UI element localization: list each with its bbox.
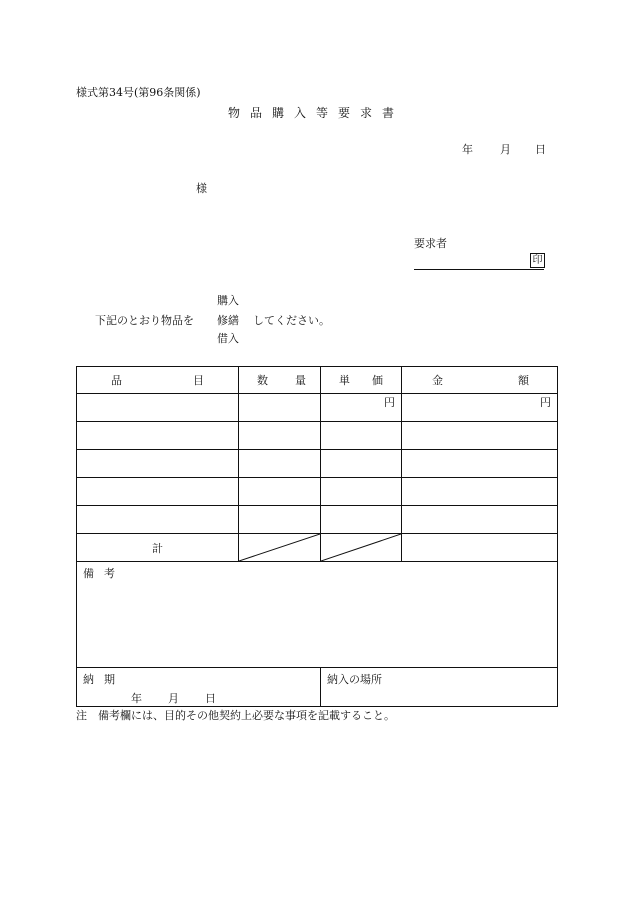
remarks-row — [77, 562, 558, 668]
header-amount — [402, 367, 558, 394]
quantity-cell[interactable] — [239, 506, 321, 534]
delivery-date-day: 日 — [205, 692, 216, 705]
diagonal-strike — [239, 534, 320, 561]
table-row — [77, 506, 558, 534]
amount-cell[interactable] — [402, 506, 558, 534]
total-quantity-crossed — [239, 534, 321, 562]
diagonal-strike — [321, 534, 401, 561]
quantity-cell[interactable] — [239, 450, 321, 478]
header-unit-price-char2: 価 — [372, 374, 383, 387]
remarks-label-char1: 備 — [83, 567, 94, 580]
quantity-cell[interactable] — [239, 422, 321, 450]
yen-unit-label: 円 — [384, 396, 395, 409]
item-cell[interactable] — [77, 394, 239, 422]
quantity-cell[interactable] — [239, 478, 321, 506]
request-table — [76, 366, 558, 707]
amount-cell[interactable] — [402, 450, 558, 478]
item-cell[interactable] — [77, 450, 239, 478]
item-cell[interactable] — [77, 478, 239, 506]
remarks-cell[interactable] — [77, 562, 558, 668]
header-item — [77, 367, 239, 394]
table-row — [77, 478, 558, 506]
delivery-date-cell[interactable] — [77, 668, 321, 707]
document-title: 物品購入等要求書 — [228, 106, 405, 120]
header-quantity — [239, 367, 321, 394]
amount-cell[interactable] — [402, 478, 558, 506]
delivery-row — [77, 668, 558, 707]
header-item-char1: 品 — [111, 374, 122, 387]
requester-label: 要求者 — [414, 237, 447, 250]
unit-price-cell[interactable] — [321, 394, 402, 422]
date-month: 月 — [500, 143, 511, 156]
request-suffix: してください。 — [253, 314, 330, 327]
header-amount-char2: 額 — [518, 374, 529, 387]
header-amount-char1: 金 — [432, 374, 443, 387]
table-header-row — [77, 367, 558, 394]
remarks-label — [77, 562, 557, 581]
table-row — [77, 450, 558, 478]
delivery-place-cell[interactable] — [321, 668, 558, 707]
header-quantity-char2: 量 — [295, 374, 306, 387]
remarks-label-char2: 考 — [104, 567, 115, 580]
table-row — [77, 394, 558, 422]
unit-price-cell[interactable] — [321, 450, 402, 478]
delivery-label — [77, 668, 320, 687]
total-row — [77, 534, 558, 562]
option-borrow: 借入 — [217, 332, 239, 345]
request-prefix: 下記のとおり物品を — [95, 314, 194, 327]
delivery-label-char2: 期 — [104, 673, 115, 686]
total-label-cell — [77, 534, 239, 562]
amount-cell[interactable] — [402, 394, 558, 422]
header-quantity-char1: 数 — [257, 374, 268, 387]
delivery-date-month: 月 — [168, 692, 179, 705]
yen-unit-label: 円 — [540, 396, 551, 409]
unit-price-cell[interactable] — [321, 422, 402, 450]
item-cell[interactable] — [77, 506, 239, 534]
quantity-cell[interactable] — [239, 394, 321, 422]
table-row — [77, 422, 558, 450]
item-cell[interactable] — [77, 422, 239, 450]
option-repair: 修繕 — [217, 314, 239, 327]
footnote: 注 備考欄には、目的その他契約上必要な事項を記載すること。 — [76, 709, 395, 722]
date-day: 日 — [535, 143, 546, 156]
unit-price-cell[interactable] — [321, 478, 402, 506]
addressee-suffix: 様 — [196, 182, 207, 195]
delivery-date-year: 年 — [131, 692, 142, 705]
total-unit-price-crossed — [321, 534, 402, 562]
header-item-char2: 目 — [193, 374, 204, 387]
delivery-date — [77, 687, 320, 706]
seal-mark: 印 — [530, 253, 545, 268]
total-label: 計 — [152, 541, 163, 555]
header-unit-price-char1: 単 — [339, 374, 350, 387]
delivery-label-char1: 納 — [83, 673, 94, 686]
unit-price-cell[interactable] — [321, 506, 402, 534]
requester-signature-line — [414, 269, 544, 270]
form-number: 様式第34号(第96条関係) — [76, 86, 201, 99]
delivery-place-label: 納入の場所 — [327, 673, 382, 686]
total-amount-cell[interactable] — [402, 534, 558, 562]
amount-cell[interactable] — [402, 422, 558, 450]
date-year: 年 — [462, 143, 473, 156]
option-purchase: 購入 — [217, 294, 239, 307]
header-unit-price — [321, 367, 402, 394]
